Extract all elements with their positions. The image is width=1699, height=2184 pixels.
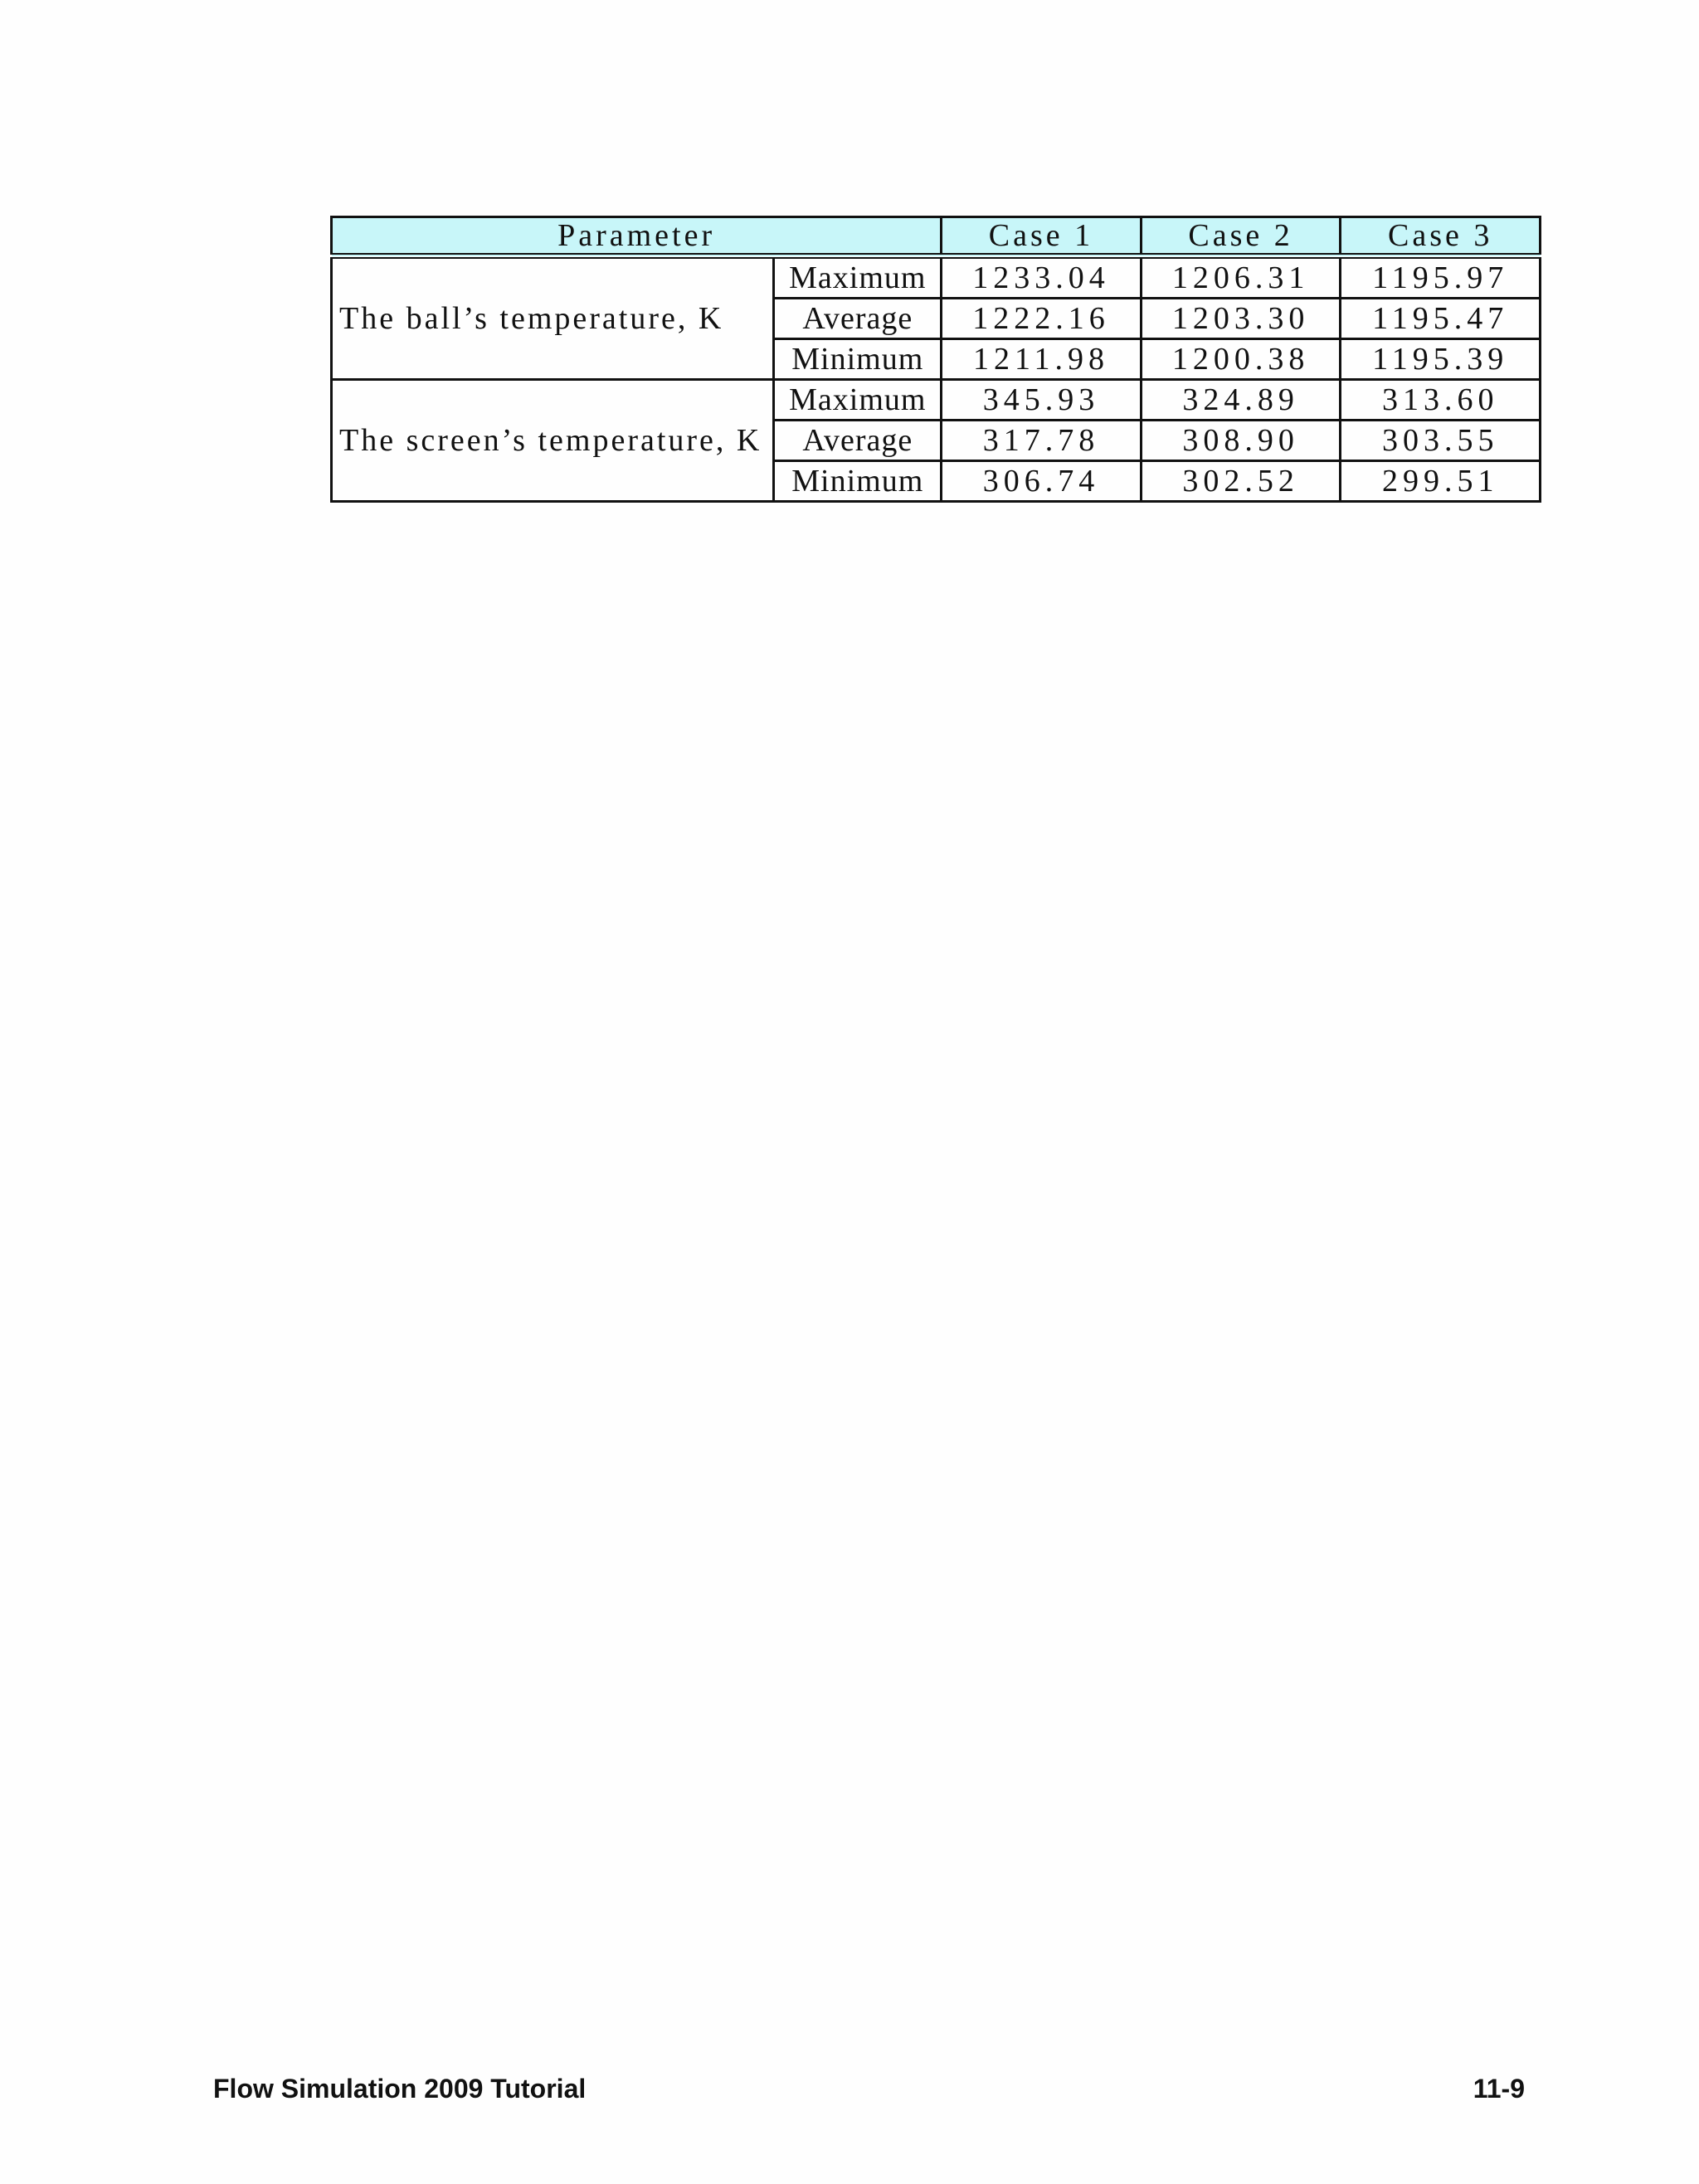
- screen-temperature-label: The screen’s temperature, K: [332, 380, 774, 502]
- table-row: [332, 380, 1541, 421]
- table-cell: 1222.16: [942, 299, 1142, 339]
- results-table: [330, 216, 1541, 503]
- table-cell: 324.89: [1141, 380, 1341, 421]
- table-cell: 1200.38: [1141, 339, 1341, 380]
- table-cell: 302.52: [1141, 461, 1341, 502]
- table-cell: 345.93: [942, 380, 1142, 421]
- table-cell: 1203.30: [1141, 299, 1341, 339]
- table-row: [332, 256, 1541, 299]
- case-2-header: Case 2: [1141, 217, 1341, 256]
- stat-label: Minimum: [774, 461, 942, 502]
- table-cell: 1195.47: [1341, 299, 1541, 339]
- parameter-header: Parameter: [332, 217, 942, 256]
- stat-label: Maximum: [774, 380, 942, 421]
- ball-temperature-label: The ball’s temperature, K: [332, 256, 774, 380]
- table-cell: 306.74: [942, 461, 1142, 502]
- case-3-header: Case 3: [1341, 217, 1541, 256]
- table-cell: 317.78: [942, 421, 1142, 461]
- stat-label: Average: [774, 421, 942, 461]
- table-cell: 308.90: [1141, 421, 1341, 461]
- table-cell: 313.60: [1341, 380, 1541, 421]
- table-cell: 1195.39: [1341, 339, 1541, 380]
- stat-label: Average: [774, 299, 942, 339]
- table-header-row: [332, 217, 1541, 256]
- table-cell: 299.51: [1341, 461, 1541, 502]
- stat-label: Maximum: [774, 256, 942, 299]
- page-number: 11-9: [1473, 2074, 1525, 2104]
- table-cell: 1195.97: [1341, 256, 1541, 299]
- footer-title: Flow Simulation 2009 Tutorial: [213, 2074, 587, 2104]
- table-cell: 303.55: [1341, 421, 1541, 461]
- case-1-header: Case 1: [942, 217, 1142, 256]
- table-cell: 1211.98: [942, 339, 1142, 380]
- table-cell: 1206.31: [1141, 256, 1341, 299]
- table-cell: 1233.04: [942, 256, 1142, 299]
- stat-label: Minimum: [774, 339, 942, 380]
